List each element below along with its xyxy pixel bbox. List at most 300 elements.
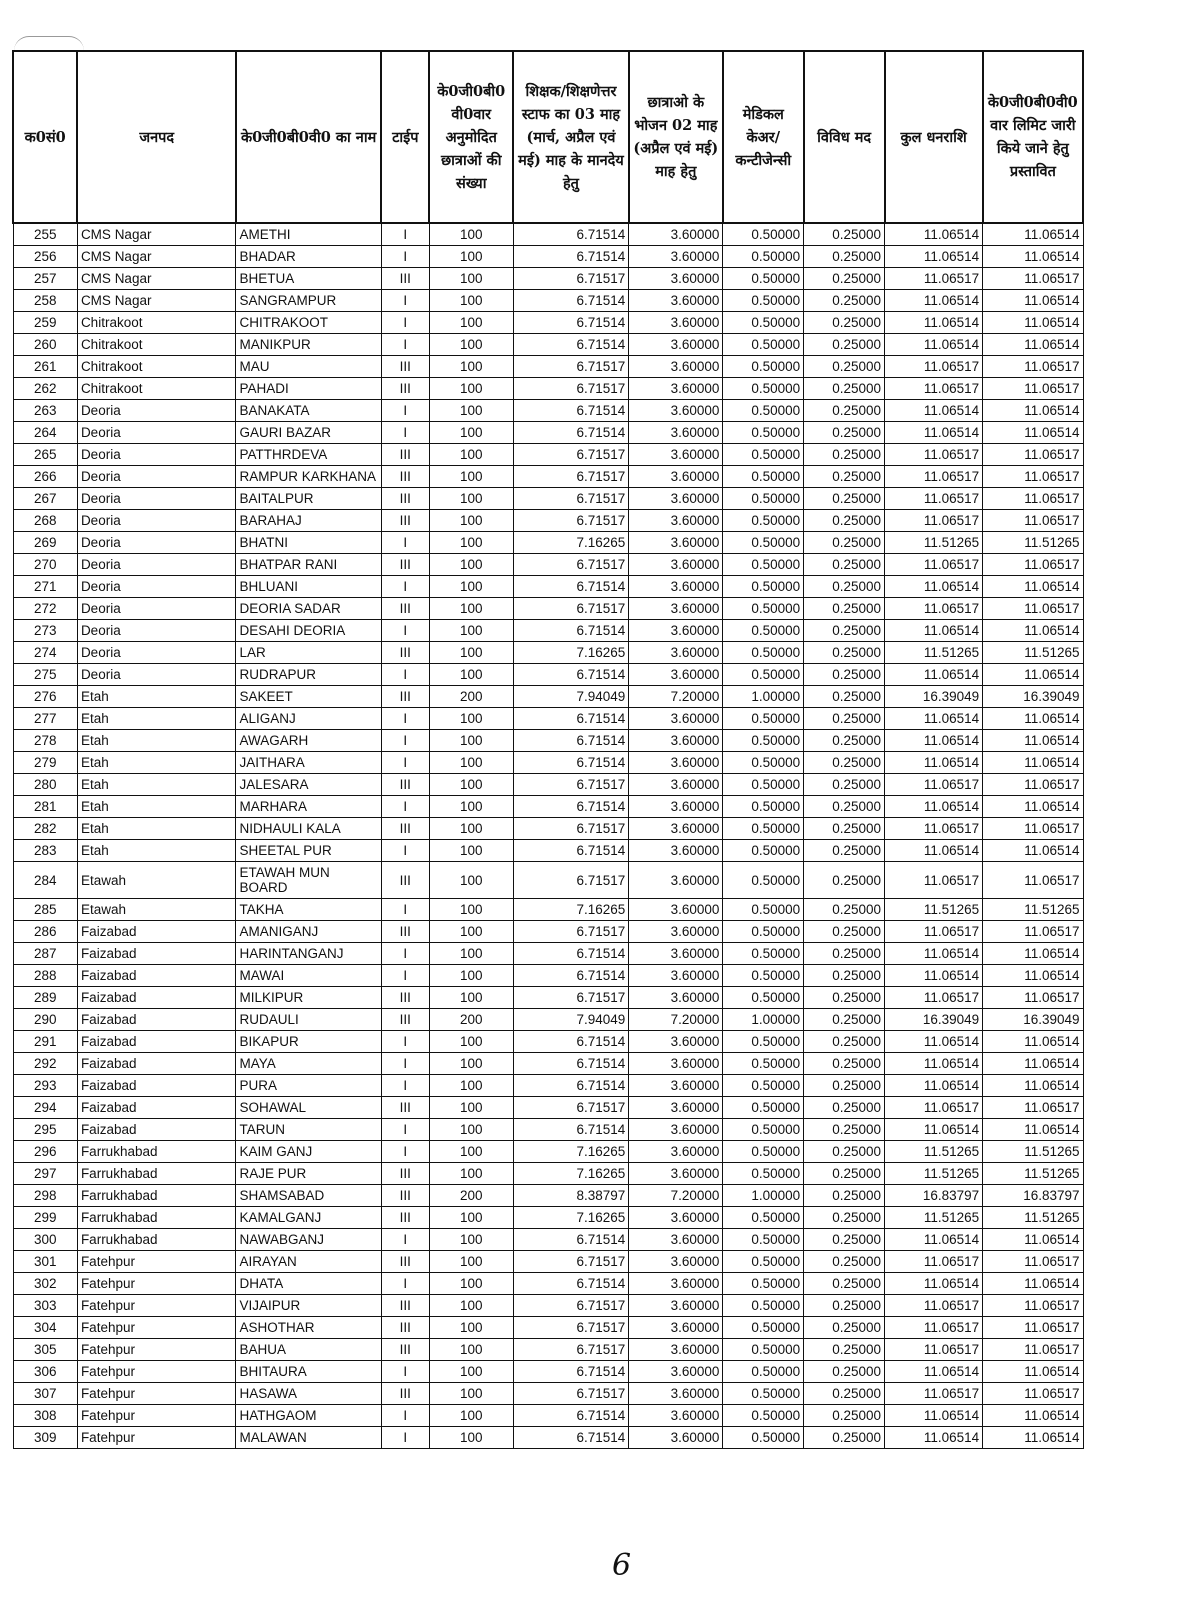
food-cell: 3.60000 (629, 1405, 723, 1427)
proposed-limit-cell: 11.06517 (983, 1295, 1083, 1317)
medical-cell: 0.50000 (723, 752, 804, 774)
food-cell: 3.60000 (629, 752, 723, 774)
table-row (13, 1295, 1083, 1317)
kgbv-name-cell: GAURI BAZAR (236, 422, 381, 444)
kgbv-name-cell: KAMALGANJ (236, 1207, 381, 1229)
staff-honorarium-cell: 6.71517 (513, 921, 629, 943)
kgbv-name-cell: HATHGAOM (236, 1405, 381, 1427)
food-cell: 3.60000 (629, 1141, 723, 1163)
misc-cell: 0.25000 (804, 510, 885, 532)
kgbv-name-cell: MARHARA (236, 796, 381, 818)
total-cell: 11.06514 (885, 1273, 983, 1295)
district-cell: Fatehpur (77, 1273, 236, 1295)
proposed-limit-cell: 16.39049 (983, 686, 1083, 708)
misc-cell: 0.25000 (804, 554, 885, 576)
staff-honorarium-cell: 6.71514 (513, 1031, 629, 1053)
serial-cell: 296 (13, 1141, 77, 1163)
students-cell: 100 (429, 400, 513, 422)
district-cell: Farrukhabad (77, 1229, 236, 1251)
kgbv-name-cell: RAJE PUR (236, 1163, 381, 1185)
district-cell: Deoria (77, 642, 236, 664)
kgbv-name-cell: SHAMSABAD (236, 1185, 381, 1207)
students-cell: 100 (429, 774, 513, 796)
kgbv-name-cell: RAMPUR KARKHANA (236, 466, 381, 488)
proposed-limit-cell: 11.51265 (983, 532, 1083, 554)
staff-honorarium-cell: 6.71517 (513, 1383, 629, 1405)
district-cell: Faizabad (77, 987, 236, 1009)
medical-cell: 0.50000 (723, 1163, 804, 1185)
total-cell: 11.06517 (885, 1317, 983, 1339)
proposed-limit-cell: 11.06514 (983, 1119, 1083, 1141)
district-cell: Farrukhabad (77, 1207, 236, 1229)
medical-cell: 0.50000 (723, 246, 804, 268)
kgbv-name-cell: SANGRAMPUR (236, 290, 381, 312)
students-cell: 100 (429, 1251, 513, 1273)
misc-cell: 0.25000 (804, 422, 885, 444)
food-cell: 3.60000 (629, 1119, 723, 1141)
misc-cell: 0.25000 (804, 796, 885, 818)
kgbv-name-cell: MAU (236, 356, 381, 378)
table-row (13, 664, 1083, 686)
total-cell: 11.06517 (885, 466, 983, 488)
proposed-limit-cell: 11.06517 (983, 921, 1083, 943)
staff-honorarium-cell: 6.71514 (513, 943, 629, 965)
food-cell: 3.60000 (629, 730, 723, 752)
serial-cell: 263 (13, 400, 77, 422)
serial-cell: 273 (13, 620, 77, 642)
serial-cell: 275 (13, 664, 77, 686)
district-cell: Fatehpur (77, 1295, 236, 1317)
kgbv-name-cell: BAHUA (236, 1339, 381, 1361)
kgbv-name-cell: PURA (236, 1075, 381, 1097)
students-cell: 100 (429, 1163, 513, 1185)
serial-cell: 260 (13, 334, 77, 356)
medical-cell: 0.50000 (723, 943, 804, 965)
type-cell: III (381, 1009, 429, 1031)
total-cell: 11.06517 (885, 510, 983, 532)
medical-cell: 0.50000 (723, 921, 804, 943)
students-cell: 100 (429, 246, 513, 268)
kgbv-name-cell: BIKAPUR (236, 1031, 381, 1053)
proposed-limit-cell: 11.06517 (983, 510, 1083, 532)
total-cell: 11.06514 (885, 312, 983, 334)
medical-cell: 0.50000 (723, 334, 804, 356)
type-cell: III (381, 818, 429, 840)
students-cell: 100 (429, 1339, 513, 1361)
table-row (13, 1317, 1083, 1339)
type-cell: III (381, 1185, 429, 1207)
total-cell: 11.06514 (885, 796, 983, 818)
food-cell: 3.60000 (629, 921, 723, 943)
table-row (13, 1075, 1083, 1097)
district-cell: Deoria (77, 466, 236, 488)
total-cell: 16.39049 (885, 1009, 983, 1031)
kgbv-name-cell: ASHOTHAR (236, 1317, 381, 1339)
district-cell: Faizabad (77, 1053, 236, 1075)
serial-cell: 287 (13, 943, 77, 965)
medical-cell: 0.50000 (723, 1207, 804, 1229)
misc-cell: 0.25000 (804, 1405, 885, 1427)
type-cell: III (381, 268, 429, 290)
staff-honorarium-cell: 6.71517 (513, 987, 629, 1009)
serial-cell: 308 (13, 1405, 77, 1427)
students-cell: 100 (429, 532, 513, 554)
type-cell: III (381, 598, 429, 620)
medical-cell: 0.50000 (723, 1119, 804, 1141)
serial-cell: 304 (13, 1317, 77, 1339)
district-cell: Etawah (77, 899, 236, 921)
staff-honorarium-cell: 6.71517 (513, 1097, 629, 1119)
serial-cell: 277 (13, 708, 77, 730)
total-cell: 11.06514 (885, 1405, 983, 1427)
serial-cell: 261 (13, 356, 77, 378)
students-cell: 100 (429, 620, 513, 642)
district-cell: Faizabad (77, 943, 236, 965)
district-cell: Faizabad (77, 921, 236, 943)
total-cell: 11.06517 (885, 1295, 983, 1317)
serial-cell: 276 (13, 686, 77, 708)
type-cell: I (381, 576, 429, 598)
medical-cell: 1.00000 (723, 1185, 804, 1207)
staff-honorarium-cell: 6.71514 (513, 1229, 629, 1251)
food-cell: 3.60000 (629, 1163, 723, 1185)
total-cell: 11.51265 (885, 1207, 983, 1229)
type-cell: III (381, 488, 429, 510)
food-cell: 3.60000 (629, 1317, 723, 1339)
staff-honorarium-cell: 6.71514 (513, 796, 629, 818)
total-cell: 11.06517 (885, 378, 983, 400)
medical-cell: 1.00000 (723, 686, 804, 708)
type-cell: III (381, 356, 429, 378)
misc-cell: 0.25000 (804, 1229, 885, 1251)
serial-cell: 305 (13, 1339, 77, 1361)
staff-honorarium-cell: 6.71514 (513, 1427, 629, 1449)
table-row (13, 510, 1083, 532)
district-cell: Faizabad (77, 1119, 236, 1141)
table-row (13, 268, 1083, 290)
serial-cell: 267 (13, 488, 77, 510)
food-cell: 3.60000 (629, 334, 723, 356)
district-cell: Etah (77, 774, 236, 796)
type-cell: I (381, 1053, 429, 1075)
table-row (13, 1273, 1083, 1295)
misc-cell: 0.25000 (804, 686, 885, 708)
proposed-limit-cell: 11.06517 (983, 1383, 1083, 1405)
medical-cell: 0.50000 (723, 1075, 804, 1097)
staff-honorarium-cell: 6.71514 (513, 620, 629, 642)
serial-cell: 282 (13, 818, 77, 840)
students-cell: 100 (429, 987, 513, 1009)
table-row (13, 1383, 1083, 1405)
staff-honorarium-cell: 6.71514 (513, 664, 629, 686)
kgbv-name-cell: DHATA (236, 1273, 381, 1295)
staff-honorarium-cell: 7.16265 (513, 642, 629, 664)
kgbv-name-cell: BHITAURA (236, 1361, 381, 1383)
proposed-limit-cell: 11.06517 (983, 818, 1083, 840)
staff-honorarium-cell: 6.71514 (513, 1405, 629, 1427)
staff-honorarium-cell: 6.71514 (513, 1075, 629, 1097)
type-cell: I (381, 943, 429, 965)
total-cell: 11.06514 (885, 246, 983, 268)
serial-cell: 299 (13, 1207, 77, 1229)
proposed-limit-cell: 11.06514 (983, 1075, 1083, 1097)
type-cell: III (381, 1207, 429, 1229)
type-cell: I (381, 1427, 429, 1449)
kgbv-name-cell: MAYA (236, 1053, 381, 1075)
misc-cell: 0.25000 (804, 598, 885, 620)
district-cell: Farrukhabad (77, 1163, 236, 1185)
type-cell: III (381, 862, 429, 899)
table-row (13, 899, 1083, 921)
table-row (13, 598, 1083, 620)
type-cell: I (381, 752, 429, 774)
total-cell: 11.06514 (885, 752, 983, 774)
proposed-limit-cell: 11.06514 (983, 290, 1083, 312)
staff-honorarium-cell: 6.71514 (513, 422, 629, 444)
proposed-limit-cell: 11.06514 (983, 664, 1083, 686)
misc-cell: 0.25000 (804, 1339, 885, 1361)
table-row (13, 554, 1083, 576)
table-row (13, 752, 1083, 774)
misc-cell: 0.25000 (804, 466, 885, 488)
district-cell: Deoria (77, 400, 236, 422)
food-cell: 3.60000 (629, 576, 723, 598)
type-cell: I (381, 1229, 429, 1251)
food-cell: 3.60000 (629, 290, 723, 312)
proposed-limit-cell: 11.06517 (983, 987, 1083, 1009)
type-cell: I (381, 532, 429, 554)
food-cell: 3.60000 (629, 840, 723, 862)
type-cell: III (381, 686, 429, 708)
total-cell: 16.83797 (885, 1185, 983, 1207)
district-cell: Fatehpur (77, 1383, 236, 1405)
table-row (13, 965, 1083, 987)
header-serial: क0सं0 (13, 51, 77, 223)
table-row (13, 532, 1083, 554)
type-cell: III (381, 554, 429, 576)
misc-cell: 0.25000 (804, 774, 885, 796)
food-cell: 3.60000 (629, 987, 723, 1009)
misc-cell: 0.25000 (804, 223, 885, 246)
kgbv-name-cell: BANAKATA (236, 400, 381, 422)
total-cell: 11.51265 (885, 532, 983, 554)
students-cell: 100 (429, 730, 513, 752)
type-cell: I (381, 730, 429, 752)
table-row (13, 796, 1083, 818)
staff-honorarium-cell: 6.71517 (513, 554, 629, 576)
serial-cell: 302 (13, 1273, 77, 1295)
table-row (13, 1053, 1083, 1075)
table-row (13, 862, 1083, 899)
proposed-limit-cell: 11.06514 (983, 246, 1083, 268)
medical-cell: 0.50000 (723, 1427, 804, 1449)
kgbv-name-cell: NAWABGANJ (236, 1229, 381, 1251)
proposed-limit-cell: 11.51265 (983, 899, 1083, 921)
staff-honorarium-cell: 6.71517 (513, 1251, 629, 1273)
district-cell: Etah (77, 818, 236, 840)
type-cell: III (381, 378, 429, 400)
header-row (13, 51, 1083, 223)
type-cell: I (381, 664, 429, 686)
students-cell: 100 (429, 1229, 513, 1251)
students-cell: 100 (429, 422, 513, 444)
header-kgbv-name: के0जी0बी0वी0 का नाम (236, 51, 381, 223)
district-cell: Faizabad (77, 965, 236, 987)
table-row (13, 943, 1083, 965)
type-cell: III (381, 1251, 429, 1273)
header-proposed-limit: के0जी0बी0वी0 वार लिमिट जारी किये जाने हेतु प्रस्तावित (983, 51, 1083, 223)
students-cell: 100 (429, 943, 513, 965)
staff-honorarium-cell: 6.71517 (513, 862, 629, 899)
kgbv-name-cell: BARAHAJ (236, 510, 381, 532)
misc-cell: 0.25000 (804, 356, 885, 378)
type-cell: III (381, 774, 429, 796)
total-cell: 11.06517 (885, 444, 983, 466)
proposed-limit-cell: 11.06514 (983, 1405, 1083, 1427)
staff-honorarium-cell: 6.71514 (513, 334, 629, 356)
food-cell: 7.20000 (629, 686, 723, 708)
type-cell: III (381, 1295, 429, 1317)
header-approved-students: के0जी0बी0 वी0वार अनुमोदित छात्राओं की संख्या (429, 51, 513, 223)
medical-cell: 0.50000 (723, 1361, 804, 1383)
total-cell: 11.51265 (885, 899, 983, 921)
students-cell: 200 (429, 1185, 513, 1207)
kgbv-name-cell: TAKHA (236, 899, 381, 921)
staff-honorarium-cell: 7.16265 (513, 1163, 629, 1185)
type-cell: I (381, 223, 429, 246)
misc-cell: 0.25000 (804, 1207, 885, 1229)
serial-cell: 269 (13, 532, 77, 554)
serial-cell: 303 (13, 1295, 77, 1317)
district-cell: Fatehpur (77, 1405, 236, 1427)
table-row (13, 312, 1083, 334)
students-cell: 100 (429, 899, 513, 921)
district-cell: Deoria (77, 488, 236, 510)
staff-honorarium-cell: 7.16265 (513, 532, 629, 554)
misc-cell: 0.25000 (804, 378, 885, 400)
misc-cell: 0.25000 (804, 642, 885, 664)
kgbv-name-cell: LAR (236, 642, 381, 664)
total-cell: 11.06514 (885, 223, 983, 246)
total-cell: 11.06517 (885, 818, 983, 840)
table-row (13, 466, 1083, 488)
serial-cell: 300 (13, 1229, 77, 1251)
kgbv-name-cell: CHITRAKOOT (236, 312, 381, 334)
medical-cell: 0.50000 (723, 987, 804, 1009)
serial-cell: 259 (13, 312, 77, 334)
students-cell: 100 (429, 356, 513, 378)
students-cell: 100 (429, 466, 513, 488)
misc-cell: 0.25000 (804, 708, 885, 730)
proposed-limit-cell: 11.06514 (983, 334, 1083, 356)
table-row (13, 1185, 1083, 1207)
food-cell: 3.60000 (629, 862, 723, 899)
kgbv-name-cell: HASAWA (236, 1383, 381, 1405)
food-cell: 3.60000 (629, 1097, 723, 1119)
table-row (13, 290, 1083, 312)
serial-cell: 258 (13, 290, 77, 312)
medical-cell: 0.50000 (723, 400, 804, 422)
type-cell: I (381, 1405, 429, 1427)
misc-cell: 0.25000 (804, 620, 885, 642)
misc-cell: 0.25000 (804, 1361, 885, 1383)
students-cell: 100 (429, 598, 513, 620)
staff-honorarium-cell: 6.71517 (513, 774, 629, 796)
total-cell: 11.06514 (885, 1119, 983, 1141)
staff-honorarium-cell: 6.71517 (513, 356, 629, 378)
kgbv-name-cell: AMANIGANJ (236, 921, 381, 943)
type-cell: III (381, 987, 429, 1009)
serial-cell: 262 (13, 378, 77, 400)
kgbv-name-cell: TARUN (236, 1119, 381, 1141)
header-district: जनपद (77, 51, 236, 223)
students-cell: 200 (429, 686, 513, 708)
total-cell: 11.06517 (885, 554, 983, 576)
district-cell: Deoria (77, 422, 236, 444)
misc-cell: 0.25000 (804, 1163, 885, 1185)
type-cell: I (381, 334, 429, 356)
serial-cell: 266 (13, 466, 77, 488)
kgbv-name-cell: HARINTANGANJ (236, 943, 381, 965)
staff-honorarium-cell: 6.71514 (513, 752, 629, 774)
district-cell: Deoria (77, 532, 236, 554)
students-cell: 100 (429, 510, 513, 532)
proposed-limit-cell: 11.06517 (983, 862, 1083, 899)
serial-cell: 256 (13, 246, 77, 268)
proposed-limit-cell: 11.06514 (983, 576, 1083, 598)
district-cell: Faizabad (77, 1075, 236, 1097)
students-cell: 100 (429, 1075, 513, 1097)
staff-honorarium-cell: 6.71514 (513, 312, 629, 334)
food-cell: 3.60000 (629, 356, 723, 378)
misc-cell: 0.25000 (804, 246, 885, 268)
misc-cell: 0.25000 (804, 268, 885, 290)
food-cell: 3.60000 (629, 1229, 723, 1251)
staff-honorarium-cell: 6.71514 (513, 840, 629, 862)
total-cell: 11.06514 (885, 1053, 983, 1075)
proposed-limit-cell: 11.06514 (983, 730, 1083, 752)
total-cell: 11.06514 (885, 290, 983, 312)
misc-cell: 0.25000 (804, 400, 885, 422)
total-cell: 11.06514 (885, 1361, 983, 1383)
misc-cell: 0.25000 (804, 1383, 885, 1405)
district-cell: Deoria (77, 444, 236, 466)
misc-cell: 0.25000 (804, 1097, 885, 1119)
medical-cell: 0.50000 (723, 223, 804, 246)
staff-honorarium-cell: 6.71514 (513, 965, 629, 987)
medical-cell: 0.50000 (723, 1339, 804, 1361)
misc-cell: 0.25000 (804, 899, 885, 921)
table-row (13, 1119, 1083, 1141)
students-cell: 100 (429, 290, 513, 312)
type-cell: III (381, 466, 429, 488)
table-row (13, 840, 1083, 862)
total-cell: 11.06517 (885, 774, 983, 796)
medical-cell: 0.50000 (723, 862, 804, 899)
serial-cell: 272 (13, 598, 77, 620)
kgbv-name-cell: SAKEET (236, 686, 381, 708)
table-row (13, 686, 1083, 708)
students-cell: 100 (429, 1053, 513, 1075)
table-row (13, 921, 1083, 943)
students-cell: 100 (429, 965, 513, 987)
proposed-limit-cell: 11.06517 (983, 378, 1083, 400)
students-cell: 100 (429, 1361, 513, 1383)
staff-honorarium-cell: 6.71517 (513, 510, 629, 532)
header-food: छात्राओ के भोजन 02 माह (अप्रैल एवं मई) माह हेतु (629, 51, 723, 223)
medical-cell: 0.50000 (723, 965, 804, 987)
type-cell: I (381, 1273, 429, 1295)
